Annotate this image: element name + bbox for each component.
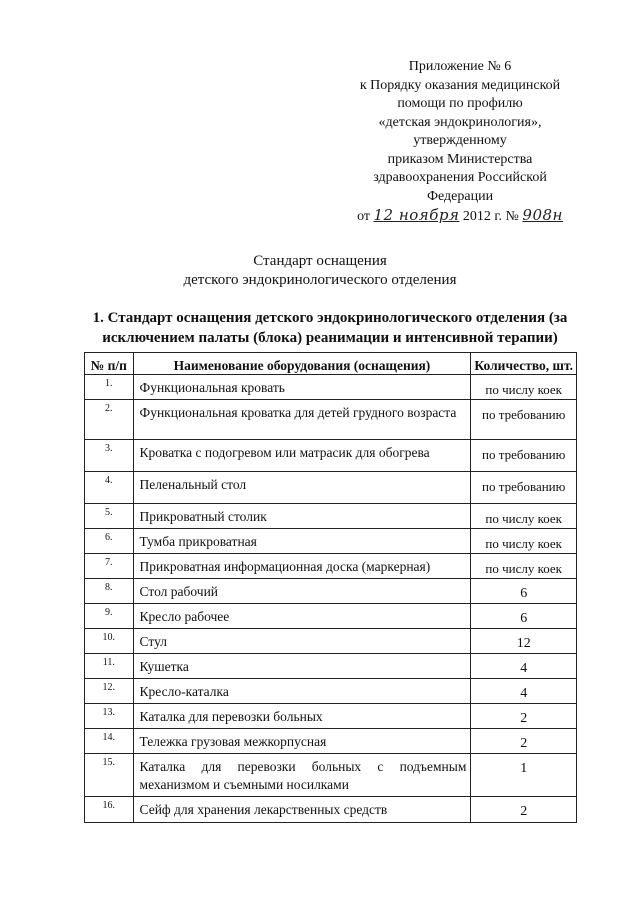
row-quantity: по числу коек	[471, 504, 577, 529]
appendix-line: Федерации	[426, 188, 494, 204]
row-equipment-name: Каталка для перевозки больных	[133, 704, 471, 729]
row-number: 2.	[85, 400, 134, 440]
title-line-1: Стандарт оснащения	[253, 253, 387, 269]
header-number: № п/п	[85, 353, 134, 375]
row-quantity: 2	[471, 729, 577, 754]
row-quantity: по требованию	[471, 440, 577, 472]
row-quantity: по числу коек	[471, 375, 577, 400]
row-quantity: по числу коек	[471, 529, 577, 554]
row-number: 9.	[85, 604, 134, 629]
row-quantity: 2	[471, 704, 577, 729]
appendix-line: к Порядку оказания медицинской	[359, 77, 561, 93]
row-equipment-name: Тумба прикроватная	[133, 529, 471, 554]
order-date-line	[330, 206, 590, 227]
table-row	[85, 704, 577, 729]
table-row	[85, 629, 577, 654]
date-year: 2012 г. №	[462, 209, 519, 224]
table-row	[85, 440, 577, 472]
row-equipment-name: Прикроватный столик	[133, 504, 471, 529]
row-equipment-name: Прикроватная информационная доска (маркерная)	[133, 554, 471, 579]
appendix-line: «детская эндокринология»,	[378, 114, 542, 130]
row-quantity: по требованию	[471, 400, 577, 440]
row-number: 14.	[85, 729, 134, 754]
row-number: 16.	[85, 797, 134, 823]
row-number: 4.	[85, 472, 134, 504]
row-equipment-name: Кушетка	[133, 654, 471, 679]
row-quantity: 1	[471, 754, 577, 797]
row-equipment-name: Стул	[133, 629, 471, 654]
row-quantity: по числу коек	[471, 554, 577, 579]
section-heading: 1. Стандарт оснащения детского эндокринологического отделения (за исключением палаты (блока) реанимации и интенсивной терапии)	[92, 310, 568, 346]
row-number: 7.	[85, 554, 134, 579]
appendix-line: приказом Министерства	[387, 151, 533, 167]
row-quantity: 4	[471, 679, 577, 704]
table-row	[85, 400, 577, 440]
appendix-line: Приложение № 6	[408, 59, 512, 74]
row-equipment-name: Кресло-каталка	[133, 679, 471, 704]
appendix-line: помощи по профилю	[397, 96, 523, 111]
table-row	[85, 604, 577, 629]
table-header-row	[85, 353, 577, 375]
table-row	[85, 654, 577, 679]
row-number: 8.	[85, 579, 134, 604]
table-row	[85, 472, 577, 504]
table-row	[85, 729, 577, 754]
row-number: 3.	[85, 440, 134, 472]
table-row	[85, 679, 577, 704]
table-row	[85, 375, 577, 400]
row-quantity: 4	[471, 654, 577, 679]
handwritten-order-number: 908н	[522, 206, 563, 224]
row-quantity: 6	[471, 579, 577, 604]
date-prefix: от	[357, 209, 370, 224]
table-row	[85, 504, 577, 529]
row-equipment-name: Кресло рабочее	[133, 604, 471, 629]
equipment-table	[84, 352, 577, 823]
table-row	[85, 554, 577, 579]
row-number: 10.	[85, 629, 134, 654]
row-equipment-name: Кроватка с подогревом или матрасик для обогрева	[133, 440, 471, 472]
title-line-2: детского эндокринологического отделения	[183, 272, 457, 288]
table-row	[85, 529, 577, 554]
row-number: 12.	[85, 679, 134, 704]
row-equipment-name: Стол рабочий	[133, 579, 471, 604]
row-number: 6.	[85, 529, 134, 554]
row-number: 15.	[85, 754, 134, 797]
handwritten-date: 12 ноября	[373, 206, 460, 224]
row-number: 13.	[85, 704, 134, 729]
row-equipment-name: Функциональная кроватка для детей грудного возраста	[133, 400, 471, 440]
row-quantity: по требованию	[471, 472, 577, 504]
row-number: 11.	[85, 654, 134, 679]
row-number: 1.	[85, 375, 134, 400]
table-row	[85, 579, 577, 604]
row-equipment-name: Каталка для перевозки больных с подъемным механизмом и съемными носилками	[133, 754, 471, 797]
row-quantity: 6	[471, 604, 577, 629]
table-row	[85, 797, 577, 823]
appendix-line: утвержденному	[413, 133, 507, 148]
header-name: Наименование оборудования (оснащения)	[133, 353, 471, 375]
row-equipment-name: Пеленальный стол	[133, 472, 471, 504]
row-equipment-name: Тележка грузовая межкорпусная	[133, 729, 471, 754]
row-equipment-name: Сейф для хранения лекарственных средств	[133, 797, 471, 823]
header-quantity: Количество, шт.	[471, 353, 577, 375]
row-quantity: 2	[471, 797, 577, 823]
row-quantity: 12	[471, 629, 577, 654]
row-number: 5.	[85, 504, 134, 529]
table-row	[85, 754, 577, 797]
row-equipment-name: Функциональная кровать	[133, 375, 471, 400]
appendix-header	[330, 58, 590, 227]
document-title	[0, 252, 640, 290]
appendix-line: здравоохранения Российской	[373, 170, 547, 185]
